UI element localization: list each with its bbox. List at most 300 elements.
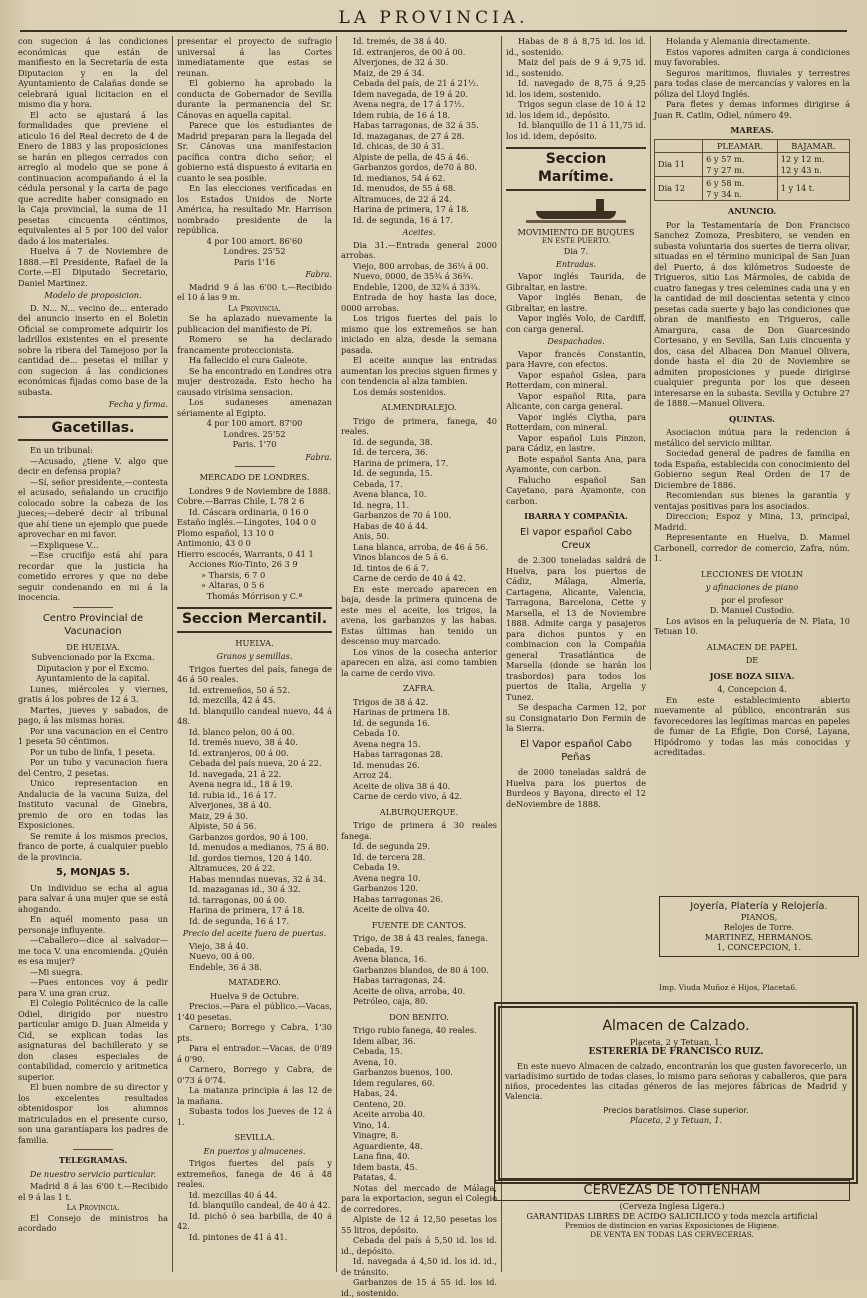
article-paragraph: con sugecion á las condiciones económicas que están de manifiesto en la Secretaría de esta Diputacion y en la del Ayuntamiento de Calañas donde se celebrará igual licitacion en el mismo dia y hora. bbox=[18, 36, 168, 109]
tides-table bbox=[654, 139, 850, 202]
ad-paragraph: Recomiendan sus bienes la garantía y ventajas positivas para los asociados. bbox=[654, 490, 850, 511]
tides-header-pleamar: PLEAMAR. bbox=[703, 139, 778, 153]
list-item: Altramuces, 20 á 22. bbox=[189, 863, 276, 874]
list-item: Id. chicas, de 30 á 31. bbox=[353, 141, 445, 151]
article-paragraph: Por un tubo y vacunacion fuera del Centro, 2 pesetas. bbox=[18, 757, 168, 778]
price-list bbox=[506, 36, 646, 141]
list-item: Habas tarragonas, 24. bbox=[353, 975, 446, 985]
list-item: Id. extranjeros, 00 á 00. bbox=[189, 747, 289, 758]
slaughterhouse-heading: MATADERO. bbox=[228, 977, 281, 988]
calzado-owner: ESTERERÍA DE FRANCISCO RUIZ. bbox=[588, 1047, 764, 1057]
list-item: Id. blanquillo de 11 á 11,75 id. los id. idem, depósito. bbox=[506, 120, 646, 141]
violin-subheading: y afinaciones de piano bbox=[705, 582, 799, 592]
list-item: Maiz del país de 9 á 9,75 id. id., sostenido. bbox=[506, 57, 646, 78]
list-item: Id. tarragonas, 00 á 00. bbox=[189, 894, 287, 905]
list-item: Habas tarragonas, de 32 á 35. bbox=[353, 120, 479, 130]
price-list bbox=[341, 697, 497, 802]
article-paragraph: —Ese crucifijo está ahí para recordar que la justicia ha cometido errores y que no debe seguir condenando en mi á la inocencia. bbox=[18, 550, 168, 603]
quote-line: Paris 1'16 bbox=[233, 256, 276, 267]
calzado-ad bbox=[494, 1002, 858, 1184]
article-paragraph: En un tribunal: bbox=[30, 445, 93, 456]
section-heading-maritima: Seccion Marítime. bbox=[506, 147, 646, 191]
list-item: Lana blanca, arroba, de 46 á 56. bbox=[353, 541, 488, 552]
list-item: Id. mezcilla, 42 á 45. bbox=[189, 695, 276, 706]
tides-header-blank bbox=[655, 139, 703, 153]
list-item: Avena negra id., 18 á 19. bbox=[189, 779, 293, 790]
ship-list bbox=[506, 271, 646, 334]
article-paragraph: Unico representacion en Andalucia de la vacuna Suiza, del Instituto vacunal de Ginebra, premio de oro en todas las Exposiciones. bbox=[18, 778, 168, 830]
list-item: Garbanzos 120. bbox=[353, 883, 419, 893]
city-heading: HUELVA. bbox=[235, 637, 274, 648]
article-paragraph: Se remite á los mismos precios, franco de porte, á cualquier pueblo de la provincia. bbox=[18, 830, 168, 862]
company-heading: IBARRA Y COMPAÑIA. bbox=[524, 511, 628, 522]
tottenham-line: DE VENTA EN TODAS LAS CERVECERIAS. bbox=[590, 1230, 754, 1239]
list-item: Endeble, 1200, de 32¾ á 33¾. bbox=[353, 281, 481, 292]
separator bbox=[73, 1149, 113, 1150]
list-item: Anis, 50. bbox=[353, 531, 390, 541]
market-line: » Altaras, 0 5 6 bbox=[201, 580, 265, 590]
list-item: Trigo de primera, fanega, 40 reales. bbox=[341, 415, 497, 436]
list-item: Para fletes y demas informes dirigirse á Juan R. Catlin, Odiel, número 49. bbox=[654, 99, 850, 120]
paper-address: 4, Concepcion 4. bbox=[717, 684, 787, 694]
article-paragraph: —Expliquese V... bbox=[30, 539, 99, 550]
list-item: Vapor inglés Benan, de Gibraltar, en lastre. bbox=[506, 292, 646, 313]
movement-subheading: EN ESTE PUERTO. bbox=[541, 237, 611, 246]
list-item: Id. mezcillas 40 á 44. bbox=[189, 1189, 278, 1200]
article-paragraph: Por una vacunacion en el Centro 1 peseta 50 céntimos. bbox=[18, 725, 168, 746]
tides-cell: 6 y 57 m. 7 y 27 m. bbox=[703, 153, 778, 177]
tides-cell: 1 y 14 t. bbox=[777, 177, 849, 201]
list-item: Bote español Santa Ana, para Ayamonte, con carbon. bbox=[506, 453, 646, 475]
market-line: Hierro escocés, Warrants, 0 41 1 bbox=[177, 548, 314, 559]
article-paragraph: —Caballero—dice al salvador—me toca V. una encomienda. ¿Quién es esa mujer? bbox=[18, 935, 168, 967]
article-paragraph: D. N... N... vecino de... enterado del anuncio inserto en el Boletin Oficial se compromete adquirir los ladrillos existentes en el presente sobre la ribera del Tamejoso por la cantidad de... pesetas el millar y con sugecion á las condiciones económicas fijadas como base de la subasta. bbox=[18, 302, 168, 397]
city-heading: ZAFRA. bbox=[403, 683, 435, 693]
signature-line: La Provincia. bbox=[66, 1202, 120, 1213]
article-paragraph: El Consejo de ministros ha acordado bbox=[18, 1212, 168, 1234]
price-list bbox=[341, 261, 497, 293]
list-item: Aceite de oliva 40. bbox=[353, 904, 430, 914]
list-item: Vapor francés Constantin, para Havre, con efectos. bbox=[506, 348, 646, 370]
tides-day: Dia 12 bbox=[655, 177, 703, 201]
article-paragraph: —Sí, señor presidente,—contesta el acusado, señalando un crucifijo colocado sobre la cabeza de los jueces;—deberé decir al tribunal que ahí tiene un ejemplo que puede aprovechar en mi favor. bbox=[18, 476, 168, 540]
market-line: Carnero; Borrego y Cabra, 1'30 pts. bbox=[177, 1022, 332, 1043]
calzado-address: Placeta, 2 y Tetuan, 1. bbox=[629, 1115, 723, 1125]
list-item: Aceite de oliva 38 á 40. bbox=[353, 780, 451, 791]
list-item: Cebada, 19. bbox=[353, 943, 403, 954]
article-paragraph: Los sudaneses amenazan sériamente al Egipto. bbox=[177, 397, 332, 418]
ship-ad-heading: El vapor español Cabo Creux bbox=[520, 526, 632, 551]
list-item: Habas tarragonas 26. bbox=[353, 893, 443, 904]
list-item: Habas menudas nuevas, 32 á 34. bbox=[189, 873, 326, 884]
list-item: Vapor inglés Clytha, para Rotterdam, con mineral. bbox=[506, 411, 646, 433]
article-paragraph: En las elecciones verificadas en los Estados Unidos de Norte América, ha resultado Mr. Harrison nombrado presidente de la república. bbox=[177, 183, 332, 235]
list-item: Nuevo, 00 á 00. bbox=[189, 951, 255, 962]
list-item: Id. blanquillo candeal, de 40 á 42. bbox=[189, 1200, 331, 1211]
article-paragraph: Lunes, miércoles y viernes, gratis á los pobres de 12 á 3. bbox=[18, 683, 168, 704]
vaccination-subheading: DE HUELVA. bbox=[66, 641, 120, 652]
list-item: Avena blanca, 10. bbox=[353, 489, 427, 499]
article-paragraph: —Mi suegra. bbox=[30, 966, 83, 977]
list-item: Id. blanquillo candeal nuevo, 44 á 48. bbox=[177, 705, 332, 727]
category-subheading: Granos y semillas. bbox=[216, 651, 293, 662]
quote-line: Londres. 25'52 bbox=[223, 428, 286, 439]
calzado-prices: Precios baratísimos. Clase superior. bbox=[603, 1105, 749, 1115]
article-paragraph: Huelva á 7 de Noviembre de 1888.—El Presidente, Rafael de la Corte.—El Diputado Secretario, Daniel Martinez. bbox=[18, 246, 168, 288]
calzado-text: En este nuevo Almacen de calzado, encontrarán los que gusten favorecerlo, un variadísimo surtido de todas clases, lo mismo para señoras y caballeros, que para niños, procedentes las citadas géneros de las mejores fábricas de Madrid y Valencia. bbox=[505, 1061, 847, 1101]
movement-heading: MOVIMIENTO DE BUQUES bbox=[517, 226, 635, 237]
price-list bbox=[341, 820, 497, 915]
price-list bbox=[341, 36, 497, 225]
ship-hull bbox=[536, 211, 616, 219]
ad-paragraph: Representante en Huelva, D. Manuel Carbonell, corredor de comercio, Zafra, núm. 1. bbox=[654, 532, 850, 563]
list-item: Habas de 8 á 8,75 id. los id. id., sostenido. bbox=[506, 36, 646, 57]
list-item: Alverjones, 38 á 40. bbox=[189, 800, 272, 811]
ad-paragraph: Sociedad general de padres de familia en toda España, establecida con conocimiento del Gobierno segun Real Orden de 17 de Diciembre de 1886. bbox=[654, 448, 850, 490]
list-item: Garbanzos buenos, 100. bbox=[353, 1067, 453, 1077]
ad-paragraph: de 2000 toneladas saldrá de Huelva para los puertos de Burdeos y Bayona, directo el 12 deNoviembre de 1888. bbox=[506, 767, 646, 809]
list-item: Id. negra, 11. bbox=[353, 499, 410, 510]
market-line: Plomo español, 13 10 0 bbox=[177, 527, 274, 538]
info-list bbox=[654, 36, 850, 120]
list-item: Id. extremeños, 50 á 52. bbox=[189, 684, 290, 695]
article-paragraph: Por un tubo de linfa, 1 peseta. bbox=[30, 746, 156, 757]
violin-heading: LECCIONES DE VIOLIN bbox=[700, 568, 804, 579]
signature-line: La Provincia. bbox=[227, 302, 282, 313]
list-item: Altramuces, de 22 á 24. bbox=[353, 193, 452, 204]
list-item: Id. navegada, 21 á 22. bbox=[189, 768, 282, 779]
market-line: Los trigos fuertes del país lo mismo que los extremeños se han iniciado en alza, desde la semana pasada. bbox=[341, 313, 497, 355]
list-item: Trigo de primera á 30 reales fanega. bbox=[341, 820, 497, 841]
market-line: Precios.—Para el público.—Vacas, 1'40 pesetas. bbox=[177, 1001, 332, 1022]
violin-line: D. Manuel Custodio. bbox=[709, 605, 795, 615]
list-item: Idem albar, 36. bbox=[353, 1035, 416, 1046]
list-item: Vino, 14. bbox=[353, 1119, 390, 1130]
article-paragraph: —Acusado, ¿tiene V. algo que decir en defensa propia? bbox=[18, 455, 168, 477]
column-2 bbox=[177, 36, 332, 1272]
list-item: Alpiste, 50 á 56. bbox=[189, 821, 257, 832]
list-item: Habas tarragonas 28. bbox=[353, 749, 443, 759]
list-item: Id. de segunda, 38. bbox=[353, 436, 433, 447]
column-rule bbox=[650, 36, 651, 670]
city-heading: ALMENDRALEJO. bbox=[381, 402, 457, 412]
list-item: Id. de segunda, 16 á 17. bbox=[353, 214, 454, 225]
paper-line: DE bbox=[745, 655, 759, 665]
tottenham-line: GARANTIDAS LIBRES DE ACIDO SALICILICO y toda mezcla artificial bbox=[526, 1211, 818, 1221]
list-item: Trigos de 38 á 42. bbox=[353, 696, 429, 707]
list-item: Vapor inglés Volo, de Cardiff, con carga general. bbox=[506, 313, 646, 334]
list-item: Endeble, 36 á 38. bbox=[189, 961, 262, 972]
article-paragraph: Parece que los estudiantes de Madrid preparan para la llegada del Sr. Cánovas una manifestacion pacífica contra dicho señor; el gobierno está dispuesto á evitaria en cuanto le sea posible. bbox=[177, 120, 332, 183]
list-item: Id. menudos, de 55 á 68. bbox=[353, 183, 456, 193]
market-line: » Tharsis, 6 7 0 bbox=[201, 569, 266, 580]
list-item: Id. de segunda 16. bbox=[353, 717, 430, 728]
quintas-heading: QUINTAS. bbox=[728, 413, 776, 424]
ad-paragraph: Se despacha Carmen 12, por su Consignatario Don Fermin de la Sierra. bbox=[506, 702, 646, 734]
article-paragraph: Se ha aplazado nuevamente la publicacion del manifiesto de Pí. bbox=[177, 313, 332, 334]
market-line: Garbanzos de 15 á 55 id. los id. id., sostenido. bbox=[341, 1277, 497, 1298]
separator bbox=[235, 466, 275, 467]
article-paragraph: El gobierno ha aprobado la conducta de Gobernador de Sevilla durante la permanencia del Sr. Cánovas en aquella capital. bbox=[177, 78, 332, 120]
list-item: Harina de primera, 17. bbox=[353, 457, 449, 468]
list-item: Seguros marítimos, fluviales y terrestres para todas clase de mercancías y valores en la póliza del Lloyd Inglés. bbox=[654, 67, 850, 99]
list-item: Garbanzos de 70 á 100. bbox=[353, 510, 452, 520]
list-item: Garbanzos gordos, 90 á 100. bbox=[189, 831, 309, 842]
signature-line: Fecha y firma. bbox=[108, 399, 168, 409]
market-line: Cebada del país á 5,50 id. los id. id., depósito. bbox=[341, 1235, 497, 1256]
list-item: Cebada 10. bbox=[353, 728, 400, 738]
list-item: Harina de primera, 17 á 18. bbox=[189, 905, 305, 916]
list-item: Id. menudos a medianos, 75 á 80. bbox=[189, 842, 329, 853]
list-item: Id. de segunda 29. bbox=[353, 841, 430, 851]
ad-paragraph: Por la Testamentaría de Don Francisco Sanchez Zomoza, Presbitero, se venden en subasta voluntaria dos suertes de tierra olivar, situadas en el término municipal de San Juan del Puerto, á dos kilómetros Sudoeste de Trigueros, sitio Los Mármoles, de cabida de cuatro fanegas y tres celemines cada una y en la cantidad de mil doscientas setenta y cinco pesetas cada suerte y bajo las condiciones que obran de manifiesto en Trigueros, calle Amargura, casa de Don Guarcesindo Cortesano, y en Sevilla, San Luis cincuenta y dos, casa del Albacea Don Manuel Olivera, donde hasta el dia 20 de Noviembre se admiten proposiciones y puede dirigirse cualquier pregunta por los que deseen interesarse en la subasta. Sevilla y Octubre 27 de 1888.—Manuel Olivera. bbox=[654, 219, 850, 408]
jewelry-heading: Joyería, Platería y Relojería. bbox=[690, 901, 828, 912]
list-item: Cebada del país, de 21 á 21½. bbox=[353, 78, 479, 88]
signature-line: Fabra. bbox=[305, 269, 332, 279]
column-3 bbox=[341, 36, 497, 1298]
jewelry-line: PIANOS, bbox=[740, 912, 778, 922]
market-line: Trigos fuertes del país y extremeños, fanega de 46 á 48 reales. bbox=[177, 1158, 332, 1190]
article-paragraph: El Colegio Politécnico de la calle Odiel, dirigido por nuestro particular amigo D. Juan Almeida y Cid, se explican todas las asignaturas del bachillerato y se don clases especiales de contabilidad, comercio y aritmetica superior. bbox=[18, 998, 168, 1082]
list-item: Idem navegada, de 19 á 20. bbox=[353, 88, 468, 99]
list-item: Id. tremés, de 38 á 40. bbox=[353, 36, 447, 46]
list-item: Petróleo, caja, 80. bbox=[353, 996, 428, 1006]
column-5 bbox=[654, 36, 850, 757]
list-item: Avena negra, de 17 á 17½. bbox=[353, 99, 465, 109]
list-item: Estos vapores admiten carga á condiciones muy favorables. bbox=[654, 46, 850, 67]
article-paragraph: Romero se ha declarado francamente proteccionista. bbox=[177, 334, 332, 355]
list-item: Id. mazaganas id., 30 á 32. bbox=[189, 884, 301, 895]
list-item: Idem basta, 45. bbox=[353, 1161, 418, 1172]
market-line: Subasta todos los Jueves de 12 á 1. bbox=[177, 1106, 332, 1127]
list-item: Id. de segunda, 15. bbox=[353, 468, 433, 478]
quote-line: 4 por 100 amort. 87'00 bbox=[206, 418, 303, 428]
list-item: Aguardiente, 48. bbox=[353, 1140, 423, 1151]
list-item: Id. rubia id., 16 á 17. bbox=[189, 789, 277, 800]
market-line: Id. Cáscara ordinaria, 0 16 0 bbox=[189, 506, 309, 517]
city-heading: DON BENITO. bbox=[389, 1011, 449, 1022]
telegrams-heading: TELEGRAMAS. bbox=[58, 1155, 128, 1166]
imprint: Imp. Viuda Muñoz é Hijos, Placeta6. bbox=[659, 983, 798, 992]
list-item: Viejo, 800 arrobas, de 36¼ á 00. bbox=[353, 260, 489, 271]
market-line: Estaño inglés.—Lingotes, 104 0 0 bbox=[177, 517, 317, 527]
list-item: Holanda y Alemania directamente. bbox=[666, 36, 811, 46]
list-item: Aceite de oliva, arroba, 40. bbox=[353, 985, 466, 996]
price-list bbox=[177, 685, 332, 927]
market-line: Los vinos de la cosecha anterior aparecen en alza, asi como tambien la carne de cerdo vivo. bbox=[341, 646, 497, 678]
column-rule bbox=[172, 36, 173, 1272]
list-item: Vapor español Rita, para Alicante, con carga general. bbox=[506, 390, 646, 412]
column-4 bbox=[506, 36, 646, 809]
list-item: Garbanzos gordos, de70 á 80. bbox=[353, 162, 478, 172]
address-heading: 5, MONJAS 5. bbox=[56, 867, 130, 878]
jewelry-ad bbox=[659, 896, 859, 957]
paper-owner: JOSE BOZA SILVA. bbox=[709, 670, 795, 681]
list-item: Patatas, 4. bbox=[353, 1172, 397, 1182]
market-line: Id. navegada á 4,50 id. los id. id., de tránsito. bbox=[341, 1256, 497, 1277]
market-line: Alpiste de 12 á 12,50 pesetas los 55 litros, depósito. bbox=[341, 1214, 497, 1235]
tides-header-bajamar: BAJAMAR. bbox=[777, 139, 849, 153]
signature-line: Fabra. bbox=[305, 451, 332, 462]
tides-cell: 12 y 12 m. 12 y 43 n. bbox=[777, 153, 849, 177]
list-item: Carne de cerdo vivo, á 42. bbox=[353, 791, 463, 801]
list-item: Cebada, 17. bbox=[353, 478, 403, 489]
quote-line: Londres. 25'52 bbox=[223, 246, 286, 256]
model-heading: Modelo de proposicion. bbox=[44, 290, 142, 300]
column-1 bbox=[18, 36, 168, 1272]
list-item: Avena negra 15. bbox=[353, 738, 421, 749]
list-item: Habas, 24. bbox=[353, 1088, 398, 1098]
tides-cell: 6 y 58 m. 7 y 34 n. bbox=[703, 177, 778, 201]
list-item: Id. blanco pelon, 00 á 00. bbox=[189, 726, 295, 737]
category-subheading: Entradas. bbox=[555, 258, 597, 269]
list-item: Trigo rubio fanega, 40 reales. bbox=[353, 1025, 477, 1035]
list-item: Cebada del país nueva, 20 á 22. bbox=[189, 758, 322, 769]
vaccination-heading: Centro Provincial de Vacunacion bbox=[42, 612, 144, 637]
market-line: Dia 31.—Entrada general 2000 arrobas. bbox=[341, 239, 497, 260]
market-line: Trigos fuertes del país, fanega de 46 á 50 reales. bbox=[177, 663, 332, 685]
violin-line: por el profesor bbox=[721, 594, 783, 605]
list-item: Aceite arroba 40. bbox=[353, 1109, 426, 1119]
ship-water bbox=[526, 220, 626, 223]
ad-paragraph: En este establecimiento abierto nuevamente al público, encontrarán sus favorecedores las legítimas marcas en papeles de fumar de La Efigie, Don Corsé, Layana, Hipódromo y todas las más conocidas y acreditadas. bbox=[654, 694, 850, 757]
telegrams-subheading: De nuestro servicio particular. bbox=[29, 1168, 157, 1179]
list-item: Id. de tercera, 36. bbox=[353, 447, 428, 457]
market-line: Notas del mercado de Málaga, para la exportacion, segun el Colegio de corredores. bbox=[341, 1182, 497, 1214]
category-subheading: Precio del aceite fuera de puertas. bbox=[182, 928, 327, 939]
list-item: Id. menudas 26. bbox=[353, 759, 420, 770]
list-item: Vapor inglés Taurida, de Gibraltar, en lastre. bbox=[506, 271, 646, 292]
separator bbox=[73, 607, 113, 608]
list-item: Id. pichó ó sea barbilla, de 40 á 42. bbox=[177, 1210, 332, 1232]
list-item: Vinagre, 8. bbox=[353, 1130, 399, 1140]
list-item: Trigo, de 38 á 43 reales, fanega. bbox=[353, 933, 488, 943]
quote-line: 4 por 100 amort. 86'60 bbox=[206, 235, 303, 246]
list-item: Avena, 10. bbox=[353, 1056, 397, 1067]
list-item: Alverjones, de 32 á 30. bbox=[353, 57, 449, 67]
ad-paragraph: Direccion; Espoz y Mina, 13, principal, Madrid. bbox=[654, 511, 850, 532]
list-item: Id. extranjeros, de 00 á 00. bbox=[353, 46, 466, 57]
price-list bbox=[341, 1025, 497, 1183]
article-paragraph: Madrid 8 á las 6'00 t.—Recibido el 9 á las 1 t. bbox=[18, 1181, 168, 1202]
tides-day: Dia 11 bbox=[655, 153, 703, 177]
ad-paragraph: Los avisos en la peluquería de N. Plata, 10 Tetuan 10. bbox=[654, 615, 850, 636]
tottenham-ad bbox=[494, 1180, 850, 1239]
list-item: Id. tintos de 6 á 7. bbox=[353, 562, 429, 573]
market-line: El aceite aunque las entradas aumentan los precios siguen firmes y con tendencia al alza tambien. bbox=[341, 355, 497, 386]
london-market-heading: MERCADO DE LONDRES. bbox=[199, 472, 310, 482]
section-heading-gacetillas: Gacetillas. bbox=[18, 416, 168, 442]
list-item: Garbanzos blandos, de 80 á 100. bbox=[353, 964, 489, 975]
list-item: Trigos segun clase de 10 á 12 id. los idem id., depósito. bbox=[506, 99, 646, 120]
list-item: Vinos blancos de 5 á 6. bbox=[353, 552, 449, 562]
list-item: Avena blanca, 16. bbox=[353, 954, 427, 964]
market-line: Antimonio, 43 0 0 bbox=[177, 538, 251, 548]
list-item: Lana fina, 40. bbox=[353, 1151, 410, 1161]
masthead: LA PROVINCIA. bbox=[20, 8, 847, 32]
jewelry-line: Relojes de Torre. bbox=[723, 922, 795, 932]
price-list bbox=[341, 933, 497, 1007]
list-item: Alpiste de pella, de 45 á 46. bbox=[353, 151, 469, 162]
article-paragraph: Martes, jueves y sabados, de pago, á las mismas horas. bbox=[18, 704, 168, 725]
category-subheading: En puertos y almacenes. bbox=[203, 1145, 306, 1156]
market-line: En este mercado aparecen en baja, desde la primera quincena de este mes el aceite, los trigos, la avena, los garbanzos y las habas. Estas últimas han tenido un descenso muy marcado. bbox=[341, 583, 497, 646]
article-paragraph: Se ha encontrado en Londres otra mujer destrozada. Esto hecho ha causado virísima sensacion. bbox=[177, 365, 332, 397]
list-item: Habas de 40 á 44. bbox=[353, 520, 429, 531]
list-item: Vapor español Gslea, para Rotterdam, con mineral. bbox=[506, 369, 646, 391]
ad-paragraph: de 2.300 toneladas saldrá de Huelva, para los puertos de Cádiz, Málaga, Almería, Cartagena, Alicante, Valencia, Tarragona, Barcelona, Cette y Marsella, el 13 de Noviembre 1888. Admite carga y pasajeros para dichos puntos y en combinacion con la Compañia general Trasatlántica de Marsella (donde se harán los trasbordos) para todos los puertos de Italia, Argelia y Tunez. bbox=[506, 555, 646, 702]
tottenham-line: Premios de distincion en varias Exposiciones de Higiene. bbox=[564, 1221, 780, 1230]
list-item: Avena negra 10. bbox=[353, 872, 421, 883]
list-item: Id. de segunda, 16 á 17. bbox=[189, 915, 290, 926]
article-paragraph: El acto se ajustará á las formalidades que previene el aticulo 16 del Real decreto de 4 de Enero de 1883 y las proposiciones se harán en pliegos cerrados con arreglo al modelo que se pone á continuacion acompañando á el la cédula personal y la carta de pago que acredite haber consignado en la Caja provincial, la suma de 11 pesetas cincuenta céntimos, equivalentes al 5 por 100 del valor dado á los materiales. bbox=[18, 109, 168, 246]
list-item: Cebada, 15. bbox=[353, 1046, 403, 1056]
ship-illustration bbox=[526, 195, 626, 223]
market-line: Acciones Rio-Tinto, 26 3 9 bbox=[189, 559, 298, 569]
price-list bbox=[177, 941, 332, 973]
jewelry-line: MARTINEZ, HERMANOS. bbox=[704, 932, 814, 942]
calzado-heading: Almacen de Calzado. bbox=[602, 1018, 750, 1034]
market-line: Entrada de hoy hasta las doce, 0000 arrobas. bbox=[341, 292, 497, 313]
market-line: Los demás sostenidos. bbox=[353, 386, 447, 397]
city-heading: SEVILLA. bbox=[234, 1132, 275, 1143]
announcement-heading: ANUNCIO. bbox=[727, 206, 777, 216]
article-paragraph: En aquél momento pasa un personaje influyente. bbox=[18, 914, 168, 935]
list-item: Id. gordos tiernos, 120 á 140. bbox=[189, 852, 312, 863]
list-item: Arroz 24. bbox=[353, 770, 392, 780]
article-paragraph: El buen nombre de su director y los excelentes resultados obtenidospor los alumnos matriculados en el presente curso, son una garantíapara los padres de familia. bbox=[18, 1082, 168, 1145]
list-item: Maiz, 29 á 30. bbox=[189, 810, 248, 821]
tottenham-heading: CERVEZAS DE TOTTENHAM bbox=[494, 1180, 850, 1201]
tottenham-line: (Cerveza Inglesa Ligera.) bbox=[619, 1201, 725, 1211]
column-rule bbox=[336, 36, 337, 1272]
category-subheading: Aceites. bbox=[402, 227, 436, 237]
article-paragraph: —Pues entonces voy á pedir para V. una gran cruz. bbox=[18, 977, 168, 998]
list-item: Falucho español San Cayetano, para Ayamonte, con carbon. bbox=[506, 474, 646, 506]
jewelry-line: 1, CONCEPCION, 1. bbox=[716, 942, 802, 952]
market-line: Carnero, Borrego y Cabra, de 0'73 á 0'74. bbox=[177, 1064, 332, 1085]
article-paragraph: Ha fallecido el cura Galeote. bbox=[189, 355, 308, 365]
paper-heading: ALMACEN DE PAPEL bbox=[706, 641, 798, 652]
list-item: Cebada 19. bbox=[353, 862, 400, 872]
list-item: Id. mazaganas, de 27 á 28. bbox=[353, 130, 465, 141]
list-item: Carne de cerdo de 40 á 42. bbox=[353, 573, 466, 583]
list-item: Idem regulares, 60. bbox=[353, 1077, 435, 1088]
list-item: Id. tremés nuevo, 38 á 40. bbox=[189, 737, 298, 748]
category-subheading: Despachados. bbox=[547, 336, 605, 347]
article-paragraph: Un individuo se echa al agua para salvar á una mujer que se está ahogando. bbox=[18, 882, 168, 914]
market-line: La matanza principia á las 12 de la mañana. bbox=[177, 1085, 332, 1106]
list-item: Vapor español Luis Pinzon, para Cádiz, en lastre. bbox=[506, 432, 646, 454]
signature-line: Thomás Mórrison y C.ª bbox=[206, 590, 303, 601]
city-heading: ALBURQUERQUE. bbox=[379, 806, 459, 817]
list-item: Harina de primera, 17 á 18. bbox=[353, 204, 469, 214]
market-line: Cobre.—Barras Chile, L 78 2 6 bbox=[177, 496, 305, 506]
list-item: Id. de tercera 28. bbox=[353, 851, 426, 862]
date-line: Huelva 9 de Octubre. bbox=[210, 990, 299, 1001]
list-item: Harinas de primera 18. bbox=[353, 707, 451, 717]
calzado-address: Placeta, 2 y Tetuan, 1. bbox=[629, 1037, 723, 1047]
article-paragraph: Madrid 9 á las 6'00 t.—Recibido el 10 á las 9 m. bbox=[177, 281, 332, 302]
list-item: Nuevo, 0000, de 35¾ á 36¾. bbox=[353, 271, 474, 281]
article-paragraph: presentar el proyecto de sufragio universal á las Cortes inmediatamente que estas se reunan. bbox=[177, 36, 332, 78]
tides-heading: MAREAS. bbox=[730, 125, 774, 135]
section-heading-mercantil: Seccion Mercantil. bbox=[177, 607, 332, 633]
price-list bbox=[177, 1190, 332, 1243]
list-item: Id. pintones de 41 á 41. bbox=[189, 1231, 288, 1242]
quote-line: Paris. 1'70 bbox=[232, 439, 277, 449]
ship-list bbox=[506, 349, 646, 507]
